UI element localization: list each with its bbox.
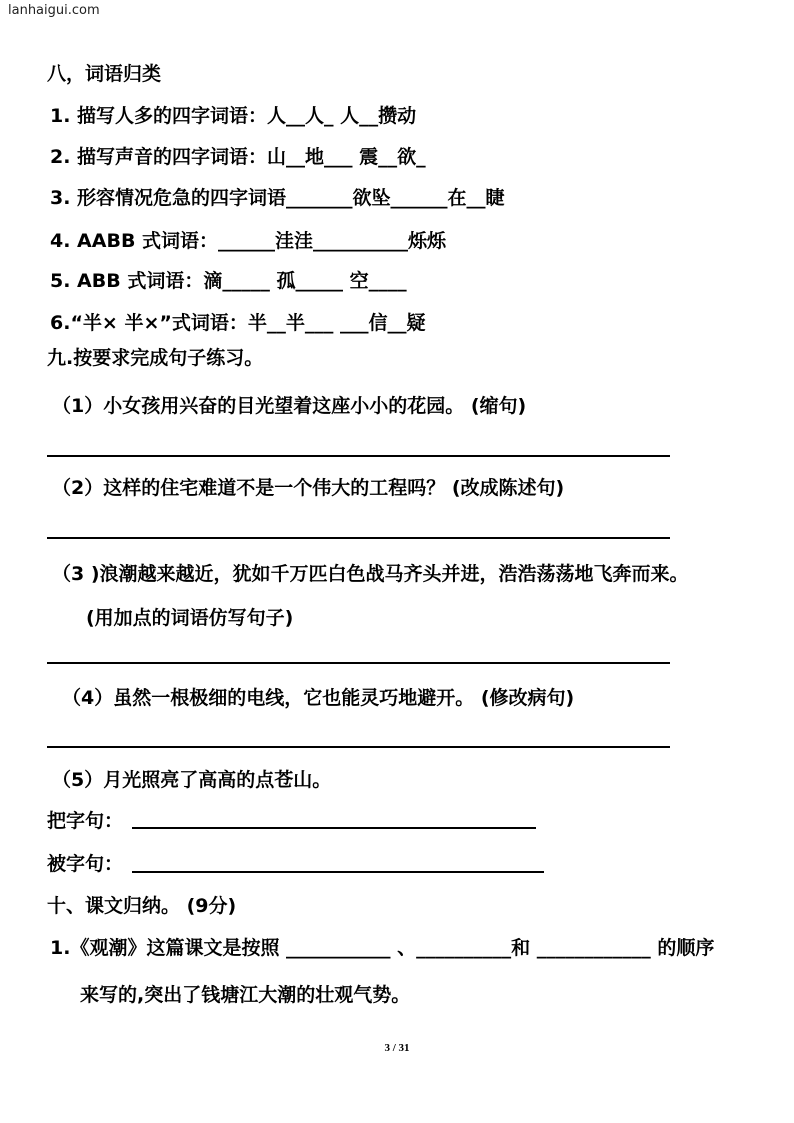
section-10-title: 十、课文归纳。 (9分) [47, 895, 237, 917]
answer-line-3 [47, 662, 670, 664]
section-8-title: 八，词语归类 [47, 63, 162, 85]
section-8-item-4: 4. AABB 式词语：______洼洼__________烁烁 [50, 230, 447, 252]
question-2: （2）这样的住宅难道不是一个伟大的工程吗？ (改成陈述句) [52, 477, 565, 499]
ba-sentence-label: 把字句： [47, 810, 124, 832]
question-4: （4）虽然一根极细的电线，它也能灵巧地避开。 (修改病句) [62, 687, 575, 709]
section-8-item-6: 6.“半× 半×”式词语：半__半___ ___信__疑 [50, 312, 426, 334]
answer-line-1 [47, 455, 670, 457]
page-number: 3 / 31 [384, 1042, 410, 1054]
section-9-title: 九.按要求完成句子练习。 [47, 347, 264, 369]
section-10-item-1-cont: 来写的,突出了钱塘江大潮的壮观气势。 [80, 984, 411, 1006]
question-3-note: (用加点的词语仿写句子) [86, 607, 294, 629]
bei-sentence-blank [132, 871, 544, 873]
section-8-item-3: 3. 形容情况危急的四字词语_______欲坠______在__睫 [50, 187, 505, 209]
section-8-item-5: 5. ABB 式词语：滴_____ 孤_____ 空____ [50, 270, 407, 292]
question-1: （1）小女孩用兴奋的目光望着这座小小的花园。 (缩句) [52, 395, 527, 417]
section-8-item-2: 2. 描写声音的四字词语：山__地___ 震__欲_ [50, 146, 426, 168]
question-5: （5）月光照亮了高高的点苍山。 [52, 769, 332, 791]
answer-line-4 [47, 746, 670, 748]
section-8-item-1: 1. 描写人多的四字词语：人__人_ 人__攒动 [50, 105, 417, 127]
watermark: lanhaigui.com [8, 3, 100, 18]
section-10-item-1: 1.《观潮》这篇课文是按照 ___________ 、__________和 ____________ 的顺序 [50, 937, 715, 959]
question-3: （3 )浪潮越来越近，犹如千万匹白色战马齐头并进，浩浩荡荡地飞奔而来。 [52, 563, 689, 585]
bei-sentence-label: 被字句： [47, 853, 124, 875]
answer-line-2 [47, 537, 670, 539]
ba-sentence-blank [132, 827, 536, 829]
